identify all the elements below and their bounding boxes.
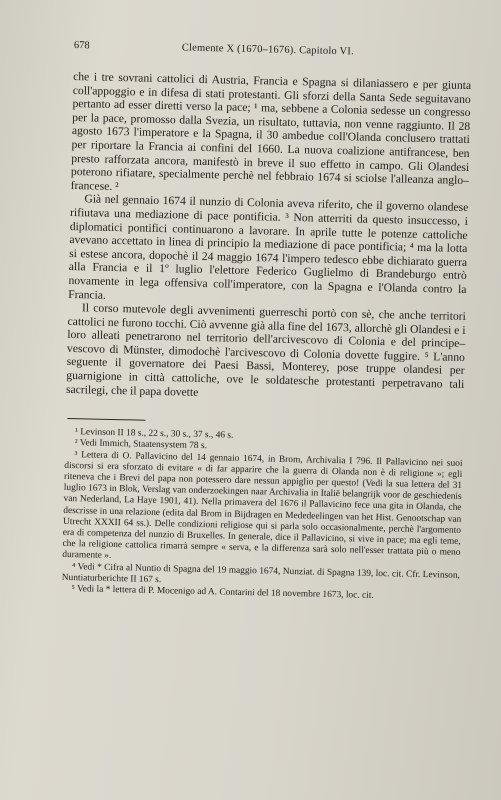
paragraph-2: Già nel gennaio 1674 il nunzio di Colonia aveva riferito, che il governo olandese rifiutava una mediazione di pace pontificia. ³ Non atterriti da questo insuccesso, i diplomatici pontifici continuarono a lavorare. In aprile tutte le potenze cattoliche avevano accettato in linea di principio la mediazione di pace pontificia; ⁴ ma la lotta si estese ancora, dopochè il 24 maggio 1674 l'impero tedesco ebbe dichiarato guerra alla Francia e il 1º luglio l'elettore Federico Guglielmo di Brandeburgo entrò novamente in lega offensiva coll'imperatore, con la Spagna e l'Olanda contro la Francia. [68,192,469,302]
page-number: 678 [73,40,90,52]
footnote-divider [67,418,145,421]
footnote-5: ⁵ Vedi la * lettera di P. Mocenigo ad A. Contarini del 18 novembre 1673, loc. cit. [71,584,374,602]
footnote-1: ¹ Levinson II 18 s., 22 s., 30 s., 37 s., 46 s. [74,427,234,441]
paragraph-3: Il corso mutevole degli avvenimenti guerreschi portò con sè, che anche territori cattolici ne furono tocchi. Ciò avvenne già alla fine del 1673, allorchè gli Olandesi e i loro alleati penetrarono nel territorio dell'arcivescovo di Colonia e del principe–vescovo di Münster, dimodochè l'arcivescovo di Colonia dovette fuggire. ⁵ L'anno seguente il governatore dei Paesi Bassi, Monterey, pose truppe olandesi per guarnigione in città cattoliche, ove le soldatesche protestanti perpetravano tali sacrilegi, che il papa dovette [65,301,466,399]
footnote-2: ² Vedi Immich, Staatensystem 78 s. [74,438,207,452]
paragraph-1: che i tre sovrani cattolici di Austria, Francia e Spagna si dilaniassero e per giunta coll'appoggio e in difesa di stati protestanti. Gli sforzi della Santa Sede seguitavano pertanto ad esser diretti verso la pace; ¹ ma, sebbene a Colonia sedesse un congresso per la pace, promosso dalla Svezia, un risultato, tuttavia, non venne raggiunto. Il 28 agosto 1673 l'imperatore e la Spagna, il 30 ambedue coll'Olanda conclusero trattati per riportare la Francia ai confini del 1660. La nuova coalizione antifrancese, ben presto rafforzata ancora, manifestò in breve il suo effetto in campo. Gli Olandesi poterono rifiatare, specialmente perchè nel febbraio 1674 si sciolse l'alleanza anglo–francese. ² [70,69,472,193]
running-head [74,40,472,65]
running-title: Clemente X (1670–1676). Capitolo VI. [181,42,355,58]
footnote-4: ⁴ Vedi * Cifra al Nuntio di Spagna del 19 maggio 1674, Nunziat. di Spagna 139, loc. cit. Cfr. Levinson, Nuntiaturberichte II 167 s. [61,561,461,586]
footnote-3: ³ Lettera di O. Pallavicino del 14 gennaio 1674, in Brom, Archivalia I 796. Il Pallavicino nei suoi discorsi si era sforzato di evitare « di far apparire che la guerra di Olanda non è di religione »; egli riteneva che i Brevi del papa non potessero dare nessun appiglio per questo! (Vedi la sua lettera del 31 luglio 1673 in Blok, Verslag van onderzoekingen naar Archivalia in Italië belangrijk voor de geschiedenis van Nederland, La Haye 1901, 41). Nella primavera del 1676 il Pallavicino fece una gita in Olanda, che descrisse in una relazione (edita dal Brom in Bijdragen en Mededeelingen van het Hist. Genootschap van Utrecht XXXII 64 ss.). Delle condizioni religiose qui si parla solo occasionalmente, perchè l'argomento era di competenza del nunzio di Bruxelles. In generale, dice il Pallavicino, si vive in pace; ma egli teme, che la religione cattolica rimarrà sempre « serva, e la differenza sarà solo nell'esser trattata più o meno duramente ». [62,449,463,562]
page-content [61,40,471,604]
body-text [66,70,471,405]
footnotes [61,427,463,604]
